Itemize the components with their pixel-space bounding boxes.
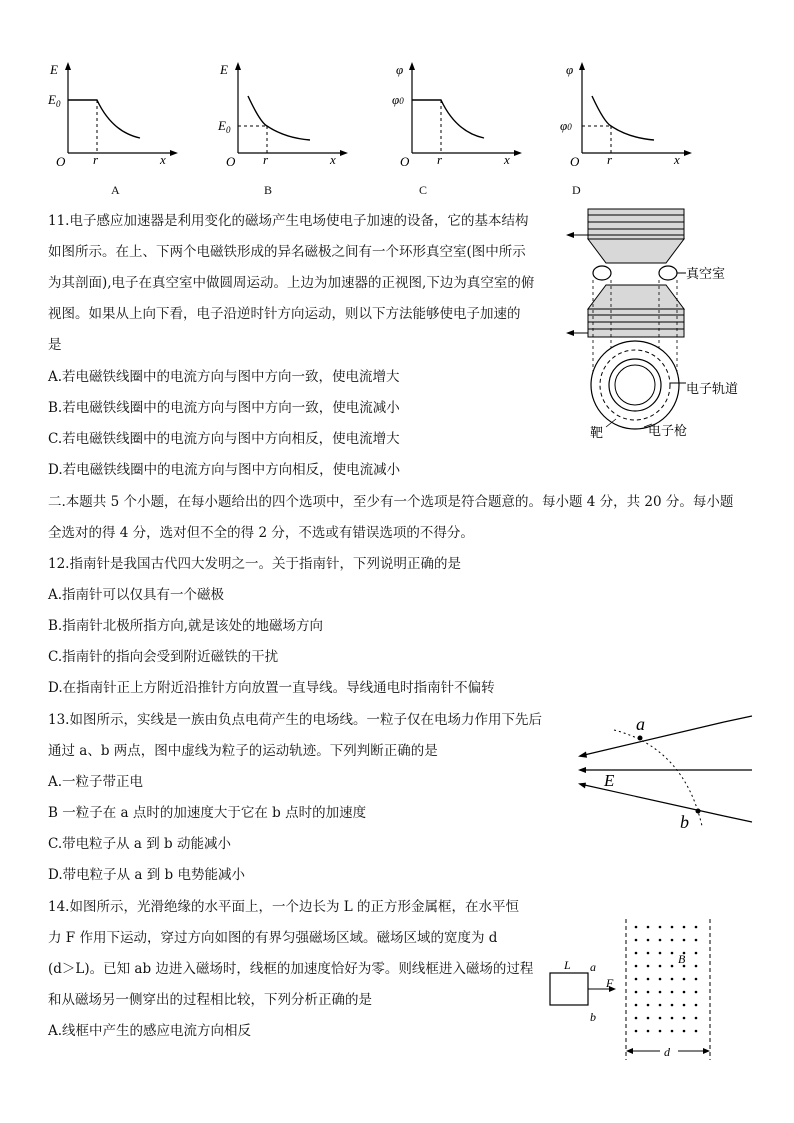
q14-stem-line-3: (d＞L)。已知 ab 边进入磁场时，线框的加速度恰好为零。则线框进入磁场的过程 bbox=[48, 961, 534, 977]
point-b-label: b bbox=[680, 812, 689, 832]
q13-option-b: B 一粒子在 a 点时的加速度大于它在 b 点时的加速度 bbox=[48, 805, 367, 821]
q12-option-d: D.在指南针正上方附近沿推针方向放置一直导线。导线通电时指南针不偏转 bbox=[48, 680, 495, 696]
q13-option-d: D.带电粒子从 a 到 b 电势能减小 bbox=[48, 867, 245, 883]
q13-stem-line-2: 通过 a、b 两点，图中虚线为粒子的运动轨迹。下列判断正确的是 bbox=[48, 743, 438, 759]
graph-option-d bbox=[554, 58, 694, 170]
q14-stem-line-2: 力 F 作用下运动，穿过方向如图的有界匀强磁场区域。磁场区域的宽度为 d bbox=[48, 930, 498, 946]
electron-orbit-label: 电子轨道 bbox=[686, 382, 739, 397]
graph-option-d-label: D bbox=[572, 183, 581, 197]
force-f-label: F bbox=[606, 976, 614, 990]
level-label: φ0 bbox=[392, 92, 404, 107]
q14-option-a: A.线框中产生的感应电流方向相反 bbox=[48, 1023, 252, 1039]
q12-option-c: C.指南针的指向会受到附近磁铁的干扰 bbox=[48, 649, 279, 665]
q14-magnetic-field-diagram bbox=[542, 915, 722, 1067]
graph-option-a bbox=[40, 58, 180, 170]
q11-option-b: B.若电磁铁线圈中的电流方向与图中方向一致，使电流减小 bbox=[48, 400, 400, 416]
r-label: r bbox=[263, 152, 269, 167]
q14-stem-line-1: 14.如图所示，光滑绝缘的水平面上，一个边长为 L 的正方形金属框，在水平恒 bbox=[48, 899, 520, 915]
q13-option-c: C.带电粒子从 a 到 b 动能减小 bbox=[48, 836, 231, 852]
q12-option-b: B.指南针北极所指方向,就是该处的地磁场方向 bbox=[48, 618, 324, 634]
vertex-a-label: a bbox=[590, 960, 596, 974]
vertex-b-label: b bbox=[590, 1010, 596, 1024]
point-a-label: a bbox=[636, 714, 645, 734]
width-d-label: d bbox=[664, 1045, 670, 1059]
x-axis-label: x bbox=[504, 152, 510, 167]
q12-stem: 12.指南针是我国古代四大发明之一。关于指南针，下列说明正确的是 bbox=[48, 556, 461, 572]
q11-option-a: A.若电磁铁线圈中的电流方向与图中方向一致，使电流增大 bbox=[48, 369, 400, 385]
y-axis-label: φ bbox=[396, 62, 404, 77]
x-axis-label: x bbox=[160, 152, 166, 167]
q13-field-lines-diagram bbox=[574, 708, 760, 832]
q11-option-c: C.若电磁铁线圈中的电流方向与图中方向相反，使电流增大 bbox=[48, 431, 400, 447]
q13-stem-line-1: 13.如图所示，实线是一族由负点电荷产生的电场线。一粒子仅在电场力作用下先后 bbox=[48, 712, 542, 728]
q13-option-a: A.一粒子带正电 bbox=[48, 774, 144, 790]
graph-option-b bbox=[210, 58, 350, 170]
q11-stem-line-1: 11.电子感应加速器是利用变化的磁场产生电场使电子加速的设备，它的基本结构 bbox=[48, 213, 529, 229]
y-axis-label: E bbox=[220, 62, 228, 77]
origin-label: O bbox=[226, 154, 236, 169]
r-label: r bbox=[437, 152, 443, 167]
q11-stem-line-3: 为其剖面),电子在真空室中做圆周运动。上边为加速器的正视图,下边为真空室的俯 bbox=[48, 275, 535, 291]
graph-option-b-label: B bbox=[264, 183, 273, 197]
level-label: $E_0$ bbox=[48, 92, 61, 109]
q11-accelerator-diagram bbox=[562, 205, 762, 445]
target-label: 靶 bbox=[590, 426, 604, 441]
q12-option-a: A.指南针可以仅具有一个磁极 bbox=[48, 587, 225, 603]
q14-stem-line-4: 和从磁场另一侧穿出的过程相比较，下列分析正确的是 bbox=[48, 992, 372, 1008]
q11-stem-line-4: 视图。如果从上向下看，电子沿逆时针方向运动，则以下方法能够使电子加速的 bbox=[48, 306, 521, 322]
origin-label: O bbox=[56, 154, 66, 169]
side-l-label: L bbox=[564, 958, 571, 972]
section-2-instructions-line-1: 二.本题共 5 个小题，在每小题给出的四个选项中，至少有一个选项是符合题意的。每小题 4 分，共 20 分。每小题 bbox=[48, 494, 734, 510]
x-axis-label: x bbox=[330, 152, 336, 167]
y-axis-label: φ bbox=[566, 62, 574, 77]
level-label: $E_0$ bbox=[218, 118, 231, 135]
q11-stem-line-2: 如图所示。在上、下两个电磁铁形成的异名磁极之间有一个环形真空室(图中所示 bbox=[48, 244, 526, 260]
r-label: r bbox=[93, 152, 99, 167]
level-label: φ0 bbox=[560, 118, 572, 133]
y-axis-label: E bbox=[50, 62, 58, 77]
field-dots bbox=[635, 926, 698, 1033]
origin-label: O bbox=[400, 154, 410, 169]
graph-option-c bbox=[384, 58, 524, 170]
graph-option-a-label: A bbox=[111, 183, 120, 197]
field-e-label: E bbox=[604, 771, 615, 790]
vacuum-chamber-label: 真空室 bbox=[686, 267, 726, 282]
q11-stem-line-5: 是 bbox=[48, 337, 62, 353]
electron-gun-label: 电子枪 bbox=[648, 424, 688, 439]
q11-option-d: D.若电磁铁线圈中的电流方向与图中方向相反，使电流减小 bbox=[48, 462, 401, 478]
section-2-instructions-line-2: 全选对的得 4 分，选对但不全的得 2 分，不选或有错误选项的不得分。 bbox=[48, 525, 474, 541]
x-axis-label: x bbox=[674, 152, 680, 167]
field-b-label: B bbox=[678, 952, 686, 966]
origin-label: O bbox=[570, 154, 580, 169]
graph-option-c-label: C bbox=[419, 183, 428, 197]
r-label: r bbox=[607, 152, 613, 167]
